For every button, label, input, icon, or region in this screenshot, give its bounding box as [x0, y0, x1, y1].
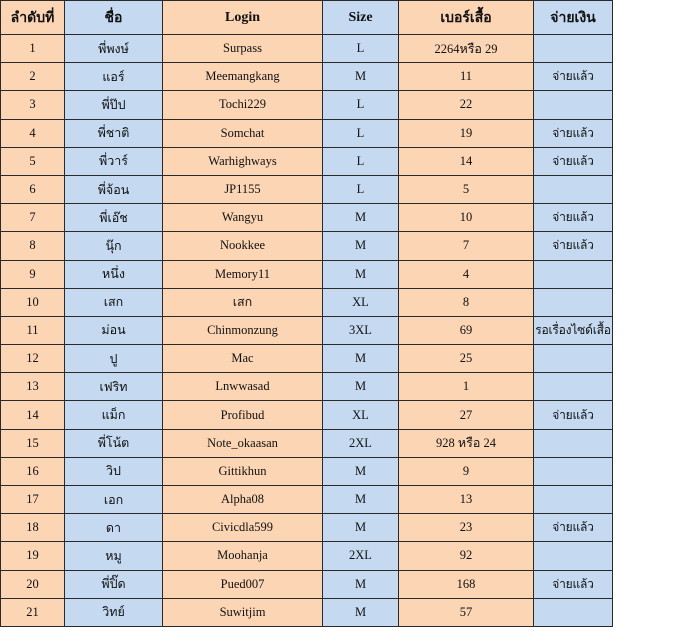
- cell-shirt-number: 2264หรือ 29: [399, 35, 534, 63]
- cell-shirt-number: 928 หรือ 24: [399, 429, 534, 457]
- cell-name: วิทย์: [65, 598, 163, 626]
- cell-name: ม่อน: [65, 316, 163, 344]
- cell-size: M: [323, 457, 399, 485]
- cell-shirt-number: 5: [399, 175, 534, 203]
- cell-size: L: [323, 147, 399, 175]
- cell-name: พี่ชาติ: [65, 119, 163, 147]
- cell-shirt-number: 19: [399, 119, 534, 147]
- cell-payment: จ่ายแล้ว: [534, 514, 613, 542]
- cell-order-number: 7: [1, 204, 65, 232]
- cell-name: แม็ก: [65, 401, 163, 429]
- header-shirt-number: เบอร์เสื้อ: [399, 1, 534, 35]
- cell-shirt-number: 7: [399, 232, 534, 260]
- cell-shirt-number: 8: [399, 288, 534, 316]
- cell-order-number: 4: [1, 119, 65, 147]
- table-row: [1, 345, 613, 373]
- cell-shirt-number: 23: [399, 514, 534, 542]
- cell-name: ดา: [65, 514, 163, 542]
- table-row: [1, 204, 613, 232]
- cell-name: หมู: [65, 542, 163, 570]
- cell-order-number: 18: [1, 514, 65, 542]
- cell-payment: จ่ายแล้ว: [534, 119, 613, 147]
- cell-payment: [534, 260, 613, 288]
- cell-name: วิป: [65, 457, 163, 485]
- cell-order-number: 5: [1, 147, 65, 175]
- table-row: [1, 570, 613, 598]
- cell-shirt-number: 14: [399, 147, 534, 175]
- cell-name: พี่จ้อน: [65, 175, 163, 203]
- cell-order-number: 17: [1, 486, 65, 514]
- cell-payment: [534, 345, 613, 373]
- cell-size: M: [323, 514, 399, 542]
- cell-size: M: [323, 63, 399, 91]
- cell-login: Alpha08: [163, 486, 323, 514]
- cell-payment: [534, 175, 613, 203]
- cell-login: Note_okaasan: [163, 429, 323, 457]
- cell-size: M: [323, 598, 399, 626]
- cell-order-number: 11: [1, 316, 65, 344]
- cell-name: นุ๊ก: [65, 232, 163, 260]
- cell-size: L: [323, 119, 399, 147]
- header-name: ชื่อ: [65, 1, 163, 35]
- table-row: [1, 542, 613, 570]
- cell-shirt-number: 4: [399, 260, 534, 288]
- cell-login: Civicdla599: [163, 514, 323, 542]
- cell-payment: [534, 598, 613, 626]
- cell-name: พี่โน้ต: [65, 429, 163, 457]
- table-row: [1, 457, 613, 485]
- cell-size: XL: [323, 401, 399, 429]
- header-size: Size: [323, 1, 399, 35]
- cell-shirt-number: 10: [399, 204, 534, 232]
- cell-payment: จ่ายแล้ว: [534, 147, 613, 175]
- cell-name: เสก: [65, 288, 163, 316]
- cell-order-number: 14: [1, 401, 65, 429]
- cell-login: Gittikhun: [163, 457, 323, 485]
- cell-payment: [534, 373, 613, 401]
- cell-name: หนึ่ง: [65, 260, 163, 288]
- table-row: [1, 514, 613, 542]
- cell-order-number: 12: [1, 345, 65, 373]
- cell-order-number: 15: [1, 429, 65, 457]
- cell-name: เอก: [65, 486, 163, 514]
- cell-payment: จ่ายแล้ว: [534, 232, 613, 260]
- table-body: [1, 35, 613, 627]
- cell-login: Suwitjim: [163, 598, 323, 626]
- cell-shirt-number: 92: [399, 542, 534, 570]
- cell-login: Moohanja: [163, 542, 323, 570]
- header-payment: จ่ายเงิน: [534, 1, 613, 35]
- cell-name: ปู: [65, 345, 163, 373]
- cell-size: 2XL: [323, 429, 399, 457]
- cell-name: พี่พงษ์: [65, 35, 163, 63]
- cell-login: JP1155: [163, 175, 323, 203]
- table-row: [1, 35, 613, 63]
- table-row: [1, 486, 613, 514]
- cell-name: พี่ป๊ป: [65, 91, 163, 119]
- header-login: Login: [163, 1, 323, 35]
- cell-name: แอร์: [65, 63, 163, 91]
- cell-size: M: [323, 373, 399, 401]
- cell-payment: [534, 91, 613, 119]
- cell-order-number: 19: [1, 542, 65, 570]
- cell-login: เสก: [163, 288, 323, 316]
- cell-login: Meemangkang: [163, 63, 323, 91]
- cell-payment: [534, 457, 613, 485]
- table-row: [1, 232, 613, 260]
- cell-payment: จ่ายแล้ว: [534, 570, 613, 598]
- cell-size: L: [323, 91, 399, 119]
- cell-payment: จ่ายแล้ว: [534, 401, 613, 429]
- cell-login: Somchat: [163, 119, 323, 147]
- cell-shirt-number: 13: [399, 486, 534, 514]
- cell-payment: [534, 429, 613, 457]
- cell-login: Wangyu: [163, 204, 323, 232]
- cell-size: L: [323, 175, 399, 203]
- cell-shirt-number: 25: [399, 345, 534, 373]
- table-row: [1, 260, 613, 288]
- table-row: [1, 598, 613, 626]
- table-row: [1, 401, 613, 429]
- cell-login: Tochi229: [163, 91, 323, 119]
- cell-order-number: 1: [1, 35, 65, 63]
- cell-order-number: 8: [1, 232, 65, 260]
- cell-order-number: 6: [1, 175, 65, 203]
- cell-shirt-number: 11: [399, 63, 534, 91]
- cell-payment: รอเรื่องไซด์เสื้อ: [534, 316, 613, 344]
- cell-shirt-number: 27: [399, 401, 534, 429]
- cell-payment: [534, 35, 613, 63]
- cell-shirt-number: 22: [399, 91, 534, 119]
- header-row: [1, 1, 613, 35]
- cell-size: M: [323, 486, 399, 514]
- header-order-number: ลำดับที่: [1, 1, 65, 35]
- table-header: [1, 1, 613, 35]
- cell-size: M: [323, 204, 399, 232]
- cell-size: M: [323, 232, 399, 260]
- cell-name: พี่เอ๊ช: [65, 204, 163, 232]
- cell-shirt-number: 168: [399, 570, 534, 598]
- cell-login: Chinmonzung: [163, 316, 323, 344]
- cell-order-number: 21: [1, 598, 65, 626]
- cell-login: Surpass: [163, 35, 323, 63]
- cell-name: พี่ปิ๊ด: [65, 570, 163, 598]
- cell-size: M: [323, 345, 399, 373]
- cell-shirt-number: 9: [399, 457, 534, 485]
- cell-order-number: 3: [1, 91, 65, 119]
- cell-size: L: [323, 35, 399, 63]
- cell-login: Nookkee: [163, 232, 323, 260]
- table-row: [1, 91, 613, 119]
- cell-login: Mac: [163, 345, 323, 373]
- cell-order-number: 9: [1, 260, 65, 288]
- cell-size: M: [323, 570, 399, 598]
- cell-payment: [534, 288, 613, 316]
- cell-shirt-number: 1: [399, 373, 534, 401]
- table-row: [1, 316, 613, 344]
- cell-name: พี่วาร์: [65, 147, 163, 175]
- cell-login: Profibud: [163, 401, 323, 429]
- cell-order-number: 20: [1, 570, 65, 598]
- table-row: [1, 175, 613, 203]
- cell-size: XL: [323, 288, 399, 316]
- table-row: [1, 63, 613, 91]
- cell-size: M: [323, 260, 399, 288]
- table-row: [1, 119, 613, 147]
- table-row: [1, 429, 613, 457]
- table-row: [1, 147, 613, 175]
- cell-name: เฟริท: [65, 373, 163, 401]
- cell-shirt-number: 57: [399, 598, 534, 626]
- cell-order-number: 2: [1, 63, 65, 91]
- cell-order-number: 10: [1, 288, 65, 316]
- cell-login: Warhighways: [163, 147, 323, 175]
- cell-shirt-number: 69: [399, 316, 534, 344]
- table-row: [1, 288, 613, 316]
- cell-login: Lnwwasad: [163, 373, 323, 401]
- cell-order-number: 13: [1, 373, 65, 401]
- cell-payment: จ่ายแล้ว: [534, 204, 613, 232]
- cell-login: Pued007: [163, 570, 323, 598]
- cell-payment: จ่ายแล้ว: [534, 63, 613, 91]
- cell-login: Memory11: [163, 260, 323, 288]
- cell-payment: [534, 542, 613, 570]
- cell-payment: [534, 486, 613, 514]
- cell-size: 3XL: [323, 316, 399, 344]
- cell-size: 2XL: [323, 542, 399, 570]
- table-row: [1, 373, 613, 401]
- cell-order-number: 16: [1, 457, 65, 485]
